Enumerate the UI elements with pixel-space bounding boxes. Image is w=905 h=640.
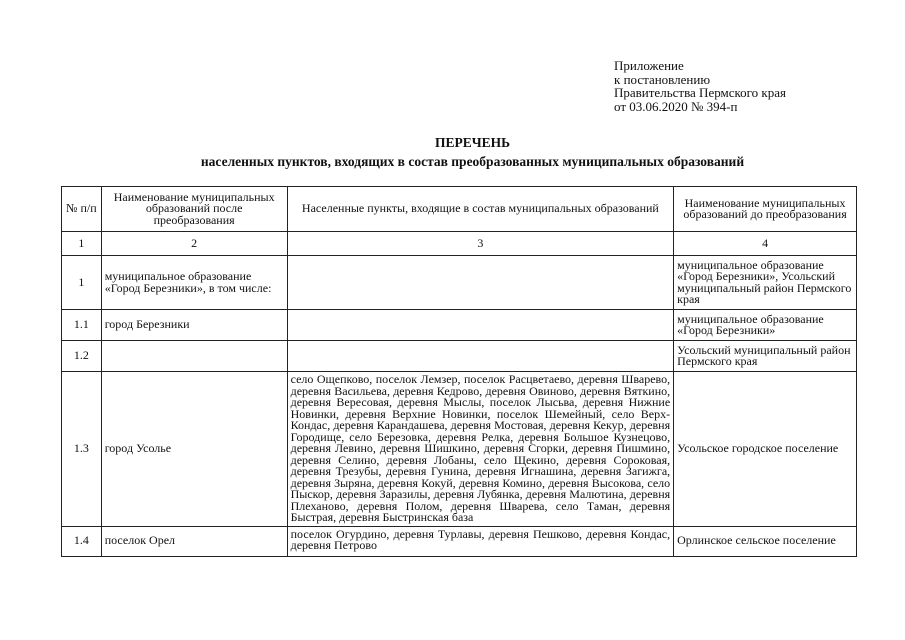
row-settlements xyxy=(287,256,674,310)
row-name-before: Усольский муниципальный район Пермского края xyxy=(674,341,857,372)
row-name-after: муниципальное образование «Город Березники», в том числе: xyxy=(101,256,287,310)
header-name-before: Наименование муниципальных образований до преобразования xyxy=(674,187,857,232)
table-row xyxy=(62,526,857,556)
row-name-before: Орлинское сельское поселение xyxy=(674,526,857,556)
index-cell: 4 xyxy=(674,232,857,256)
row-number: 1.3 xyxy=(62,372,102,527)
row-name-after xyxy=(101,341,287,372)
table-header-row xyxy=(62,187,857,232)
settlements-table xyxy=(61,186,857,557)
header-name-after: Наименование муниципальных образований после преобразования xyxy=(101,187,287,232)
row-settlements: село Ощепково, поселок Лемзер, поселок Расцветаево, деревня Шварево, деревня Васильева, деревня Кедрово, деревня Овиново, деревня Вяткино, деревня Вересовая, деревня Мыслы, поселок Лысьва, деревня Нижние Новинки, деревня Верхние Новинки, поселок Шемейный, село Верх-Кондас, деревня Карандашева, деревня Мостовая, деревня Кекур, деревня Городище, село Березовка, деревня Релка, деревня Большое Кузнецово, деревня Левино, деревня Шишкино, деревня Сгорки, деревня Пишмино, деревня Селино, деревня Лобаны, село Щекино, деревня Сороковая, деревня Трезубы, деревня Гунина, деревня Игнашина, деревня Загижга, деревня Зыряна, деревня Кокуй, деревня Комино, деревня Высокова, село Пыскор, деревня Заразилы, деревня Лубянка, деревня Малютина, деревня Плеханово, деревня Полом, деревня Шварева, село Таман, деревня Быстрая, деревня Быстринская база xyxy=(287,372,674,527)
row-number: 1.1 xyxy=(62,310,102,341)
row-name-after: поселок Орел xyxy=(101,526,287,556)
document-title: ПЕРЕЧЕНЬ xyxy=(434,135,511,150)
row-number: 1 xyxy=(62,256,102,310)
appendix-line: Правительства Пермского края xyxy=(614,85,786,100)
table-row xyxy=(62,256,857,310)
index-cell: 3 xyxy=(287,232,674,256)
appendix-line: к постановлению xyxy=(614,71,711,87)
document-subtitle: населенных пунктов, входящих в состав преобразованных муниципальных образований xyxy=(200,154,745,169)
table-row xyxy=(62,310,857,341)
row-settlements xyxy=(287,310,674,341)
index-cell: 2 xyxy=(101,232,287,256)
appendix-block xyxy=(614,59,786,113)
header-settlements: Населенные пункты, входящие в состав муниципальных образований xyxy=(287,187,674,232)
row-number: 1.2 xyxy=(62,341,102,372)
row-name-before: муниципальное образование «Город Березники» xyxy=(674,310,857,341)
appendix-line: Приложение xyxy=(614,58,684,73)
table-row xyxy=(62,341,857,372)
row-settlements xyxy=(287,341,674,372)
row-settlements: поселок Огурдино, деревня Турлавы, деревня Пешково, деревня Кондас, деревня Петрово xyxy=(287,526,674,556)
row-name-after: город Усолье xyxy=(101,372,287,527)
row-number: 1.4 xyxy=(62,526,102,556)
table-row xyxy=(62,372,857,527)
row-name-before: муниципальное образование «Город Березники», Усольский муниципальный район Пермского края xyxy=(674,256,857,310)
table-index-row xyxy=(62,232,857,256)
row-name-after: город Березники xyxy=(101,310,287,341)
index-cell: 1 xyxy=(62,232,102,256)
appendix-date-number: от 03.06.2020 № 394-п xyxy=(614,98,738,114)
header-number: № п/п xyxy=(62,187,102,232)
row-name-before: Усольское городское поселение xyxy=(674,372,857,527)
